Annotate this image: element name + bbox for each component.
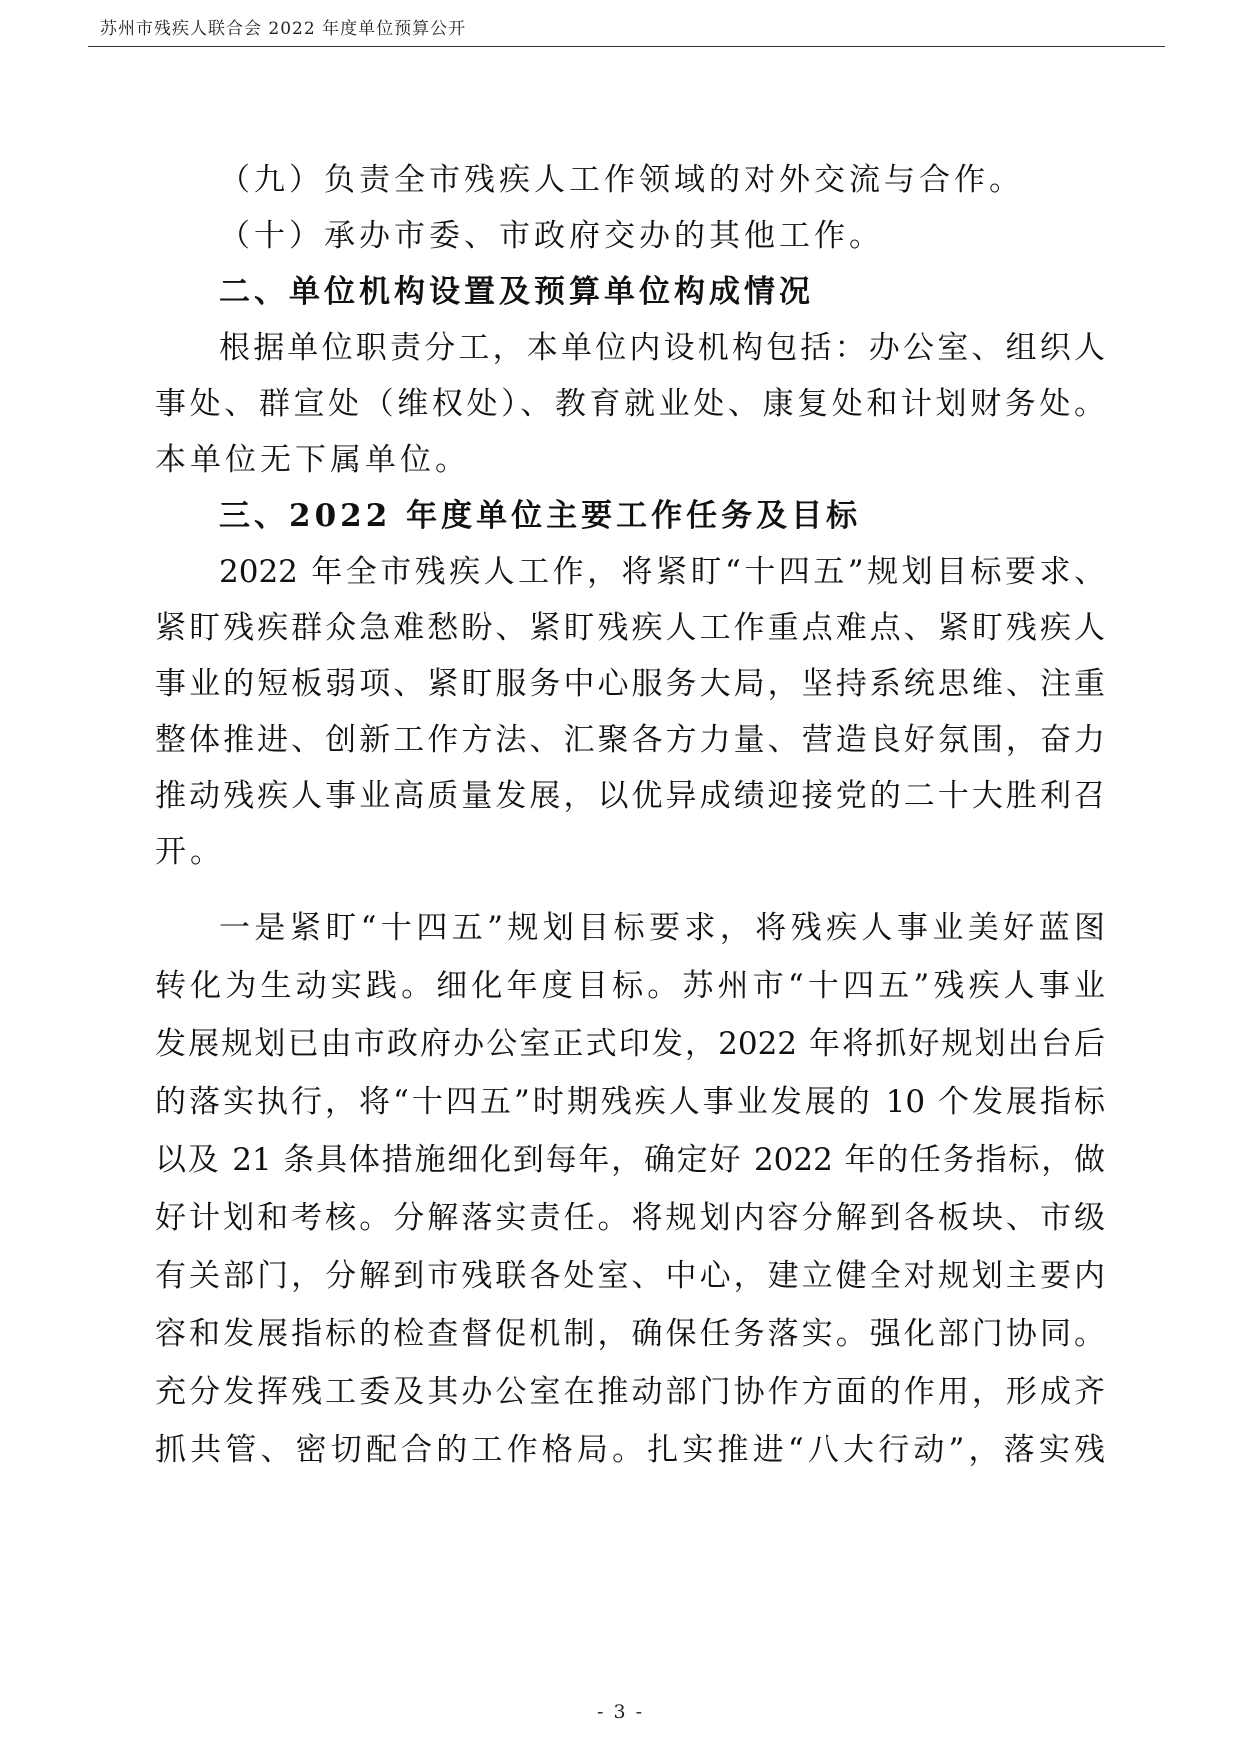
document-header-title: 苏州市残疾人联合会 2022 年度单位预算公开 bbox=[100, 19, 467, 39]
paragraph-line: 开。 bbox=[155, 834, 225, 870]
list-item-9: （九）负责全市残疾人工作领域的对外交流与合作。 bbox=[219, 162, 1024, 198]
paragraph-line: 推动残疾人事业高质量发展，以优异成绩迎接党的二十大胜利召 bbox=[155, 778, 1105, 814]
paragraph-line: 2022 年全市残疾人工作，将紧盯“十四五”规划目标要求、 bbox=[219, 554, 1105, 590]
paragraph-line: 的落实执行，将“十四五”时期残疾人事业发展的 10 个发展指标 bbox=[155, 1084, 1105, 1120]
paragraph-line: 有关部门，分解到市残联各处室、中心，建立健全对规划主要内 bbox=[155, 1258, 1105, 1294]
paragraph-line: 事业的短板弱项、紧盯服务中心服务大局，坚持系统思维、注重 bbox=[155, 666, 1105, 702]
paragraph-line: 以及 21 条具体措施细化到每年，确定好 2022 年的任务指标，做 bbox=[155, 1142, 1105, 1178]
page-number: - 3 - bbox=[596, 1701, 644, 1723]
paragraph-line: 事处、群宣处（维权处）、教育就业处、康复处和计划财务处。 bbox=[155, 386, 1105, 422]
list-item-10: （十）承办市委、市政府交办的其他工作。 bbox=[219, 218, 884, 254]
paragraph-line: 充分发挥残工委及其办公室在推动部门协作方面的作用，形成齐 bbox=[155, 1374, 1105, 1410]
section-3-heading: 三、2022 年度单位主要工作任务及目标 bbox=[219, 498, 862, 534]
paragraph-line: 紧盯残疾群众急难愁盼、紧盯残疾人工作重点难点、紧盯残疾人 bbox=[155, 610, 1105, 646]
header-divider bbox=[88, 46, 1165, 47]
paragraph-line: 容和发展指标的检查督促机制，确保任务落实。强化部门协同。 bbox=[155, 1316, 1105, 1352]
paragraph-line: 转化为生动实践。细化年度目标。苏州市“十四五”残疾人事业 bbox=[155, 968, 1105, 1004]
paragraph-line: 抓共管、密切配合的工作格局。扎实推进“八大行动”，落实残 bbox=[155, 1432, 1105, 1468]
paragraph-line: 发展规划已由市政府办公室正式印发，2022 年将抓好规划出台后 bbox=[155, 1026, 1105, 1062]
paragraph-line: 一是紧盯“十四五”规划目标要求，将残疾人事业美好蓝图 bbox=[219, 910, 1105, 946]
paragraph-line: 根据单位职责分工，本单位内设机构包括：办公室、组织人 bbox=[219, 330, 1105, 366]
section-2-heading: 二、单位机构设置及预算单位构成情况 bbox=[219, 274, 814, 310]
paragraph-line: 本单位无下属单位。 bbox=[155, 442, 470, 478]
paragraph-line: 好计划和考核。分解落实责任。将规划内容分解到各板块、市级 bbox=[155, 1200, 1105, 1236]
paragraph-line: 整体推进、创新工作方法、汇聚各方力量、营造良好氛围，奋力 bbox=[155, 722, 1105, 758]
